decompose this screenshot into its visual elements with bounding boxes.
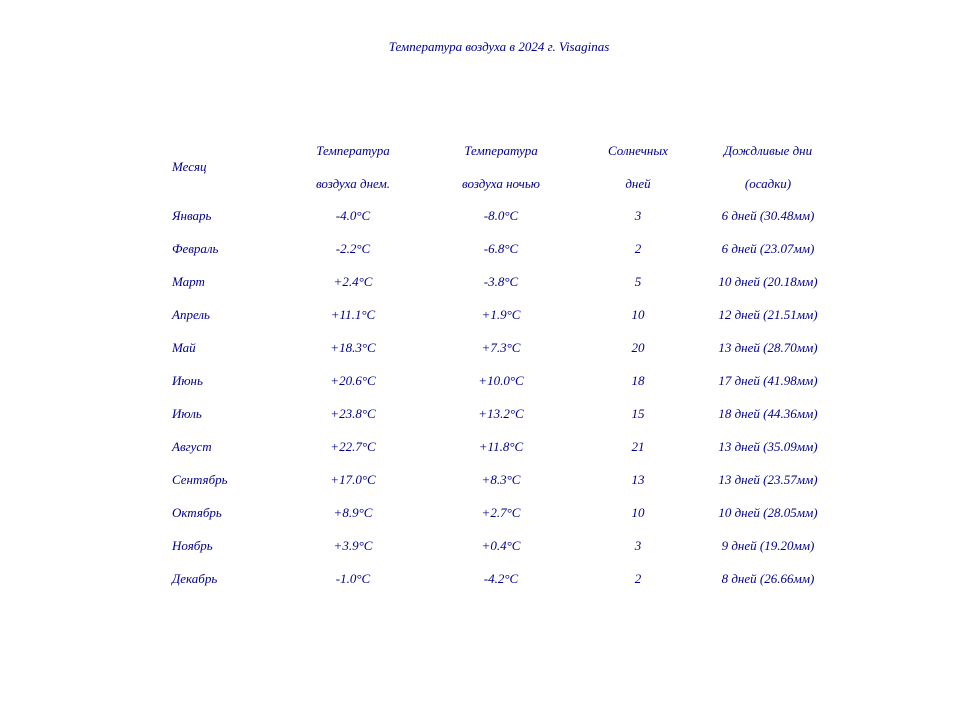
cell-night-temp: -6.8°C (483, 241, 519, 256)
header-sunny-days-line2: дней (625, 176, 651, 191)
cell-sunny-days: 13 (631, 472, 645, 487)
table-row (0, 397, 960, 430)
cell-sunny-days: 3 (634, 538, 642, 553)
cell-rainy-days: 13 дней (28.70мм) (718, 340, 818, 355)
cell-month: Февраль (172, 241, 219, 256)
cell-night-temp: +11.8°C (478, 439, 524, 454)
cell-month: Август (172, 439, 212, 454)
cell-day-temp: -2.2°C (335, 241, 371, 256)
table-row (0, 364, 960, 397)
header-night-temp (426, 134, 576, 200)
cell-rainy-days: 8 дней (26.66мм) (721, 571, 815, 586)
cell-month: Сентябрь (172, 472, 228, 487)
cell-sunny-days: 5 (634, 274, 642, 289)
cell-sunny-days: 2 (634, 241, 642, 256)
header-month: Месяц (172, 159, 207, 174)
table-row (0, 529, 960, 562)
cell-rainy-days: 9 дней (19.20мм) (721, 538, 815, 553)
cell-night-temp: +10.0°C (478, 373, 524, 388)
cell-rainy-days: 6 дней (30.48мм) (721, 208, 815, 223)
header-night-temp-line2: воздуха ночью (462, 176, 540, 191)
cell-rainy-days: 13 дней (35.09мм) (718, 439, 818, 454)
cell-day-temp: +20.6°C (330, 373, 376, 388)
cell-sunny-days: 3 (634, 208, 642, 223)
cell-night-temp: -3.8°C (483, 274, 519, 289)
cell-month: Январь (172, 208, 212, 223)
table-header (0, 134, 960, 200)
cell-day-temp: +8.9°C (333, 505, 373, 520)
cell-night-temp: +7.3°C (481, 340, 521, 355)
cell-sunny-days: 2 (634, 571, 642, 586)
cell-day-temp: -4.0°C (335, 208, 371, 223)
cell-month: Май (172, 340, 196, 355)
cell-sunny-days: 21 (631, 439, 645, 454)
header-day-temp-line2: воздуха днем. (315, 176, 391, 191)
cell-night-temp: +13.2°C (478, 406, 524, 421)
table-row (0, 430, 960, 463)
cell-night-temp: +2.7°C (481, 505, 521, 520)
cell-night-temp: +1.9°C (481, 307, 521, 322)
cell-day-temp: +2.4°C (333, 274, 373, 289)
cell-night-temp: -8.0°C (483, 208, 519, 223)
header-rainy-days (668, 134, 868, 200)
table-row (0, 298, 960, 331)
cell-night-temp: -4.2°C (483, 571, 519, 586)
table-row (0, 463, 960, 496)
cell-month: Июнь (172, 373, 203, 388)
cell-day-temp: +3.9°C (333, 538, 373, 553)
cell-day-temp: -1.0°C (335, 571, 371, 586)
header-day-temp-line1: Температура (316, 143, 390, 158)
header-rainy-days-line2: (осадки) (744, 176, 792, 191)
cell-day-temp: +17.0°C (330, 472, 376, 487)
cell-rainy-days: 17 дней (41.98мм) (718, 373, 818, 388)
table-row (0, 199, 960, 232)
table-row (0, 232, 960, 265)
cell-sunny-days: 10 (631, 505, 645, 520)
cell-sunny-days: 10 (631, 307, 645, 322)
cell-day-temp: +23.8°C (330, 406, 376, 421)
cell-day-temp: +11.1°C (330, 307, 376, 322)
cell-sunny-days: 20 (631, 340, 645, 355)
header-night-temp-line1: Температура (464, 143, 538, 158)
header-day-temp (278, 134, 428, 200)
cell-day-temp: +22.7°C (330, 439, 376, 454)
cell-rainy-days: 10 дней (20.18мм) (718, 274, 818, 289)
table-row (0, 562, 960, 595)
table-row (0, 496, 960, 529)
cell-rainy-days: 6 дней (23.07мм) (721, 241, 815, 256)
page-title: Температура воздуха в 2024 г. Visaginas (388, 39, 610, 54)
cell-month: Октябрь (172, 505, 222, 520)
cell-day-temp: +18.3°C (330, 340, 376, 355)
header-rainy-days-line1: Дождливые дни (723, 143, 813, 158)
table-row (0, 265, 960, 298)
cell-rainy-days: 10 дней (28.05мм) (718, 505, 818, 520)
cell-rainy-days: 13 дней (23.57мм) (718, 472, 818, 487)
table-row (0, 331, 960, 364)
cell-month: Ноябрь (172, 538, 213, 553)
header-sunny-days-line1: Солнечных (608, 143, 668, 158)
cell-month: Декабрь (172, 571, 218, 586)
cell-sunny-days: 18 (631, 373, 645, 388)
cell-rainy-days: 12 дней (21.51мм) (718, 307, 818, 322)
cell-rainy-days: 18 дней (44.36мм) (718, 406, 818, 421)
cell-month: Март (172, 274, 205, 289)
cell-night-temp: +8.3°C (481, 472, 521, 487)
cell-month: Июль (172, 406, 202, 421)
cell-night-temp: +0.4°C (481, 538, 521, 553)
cell-month: Апрель (172, 307, 210, 322)
cell-sunny-days: 15 (631, 406, 645, 421)
